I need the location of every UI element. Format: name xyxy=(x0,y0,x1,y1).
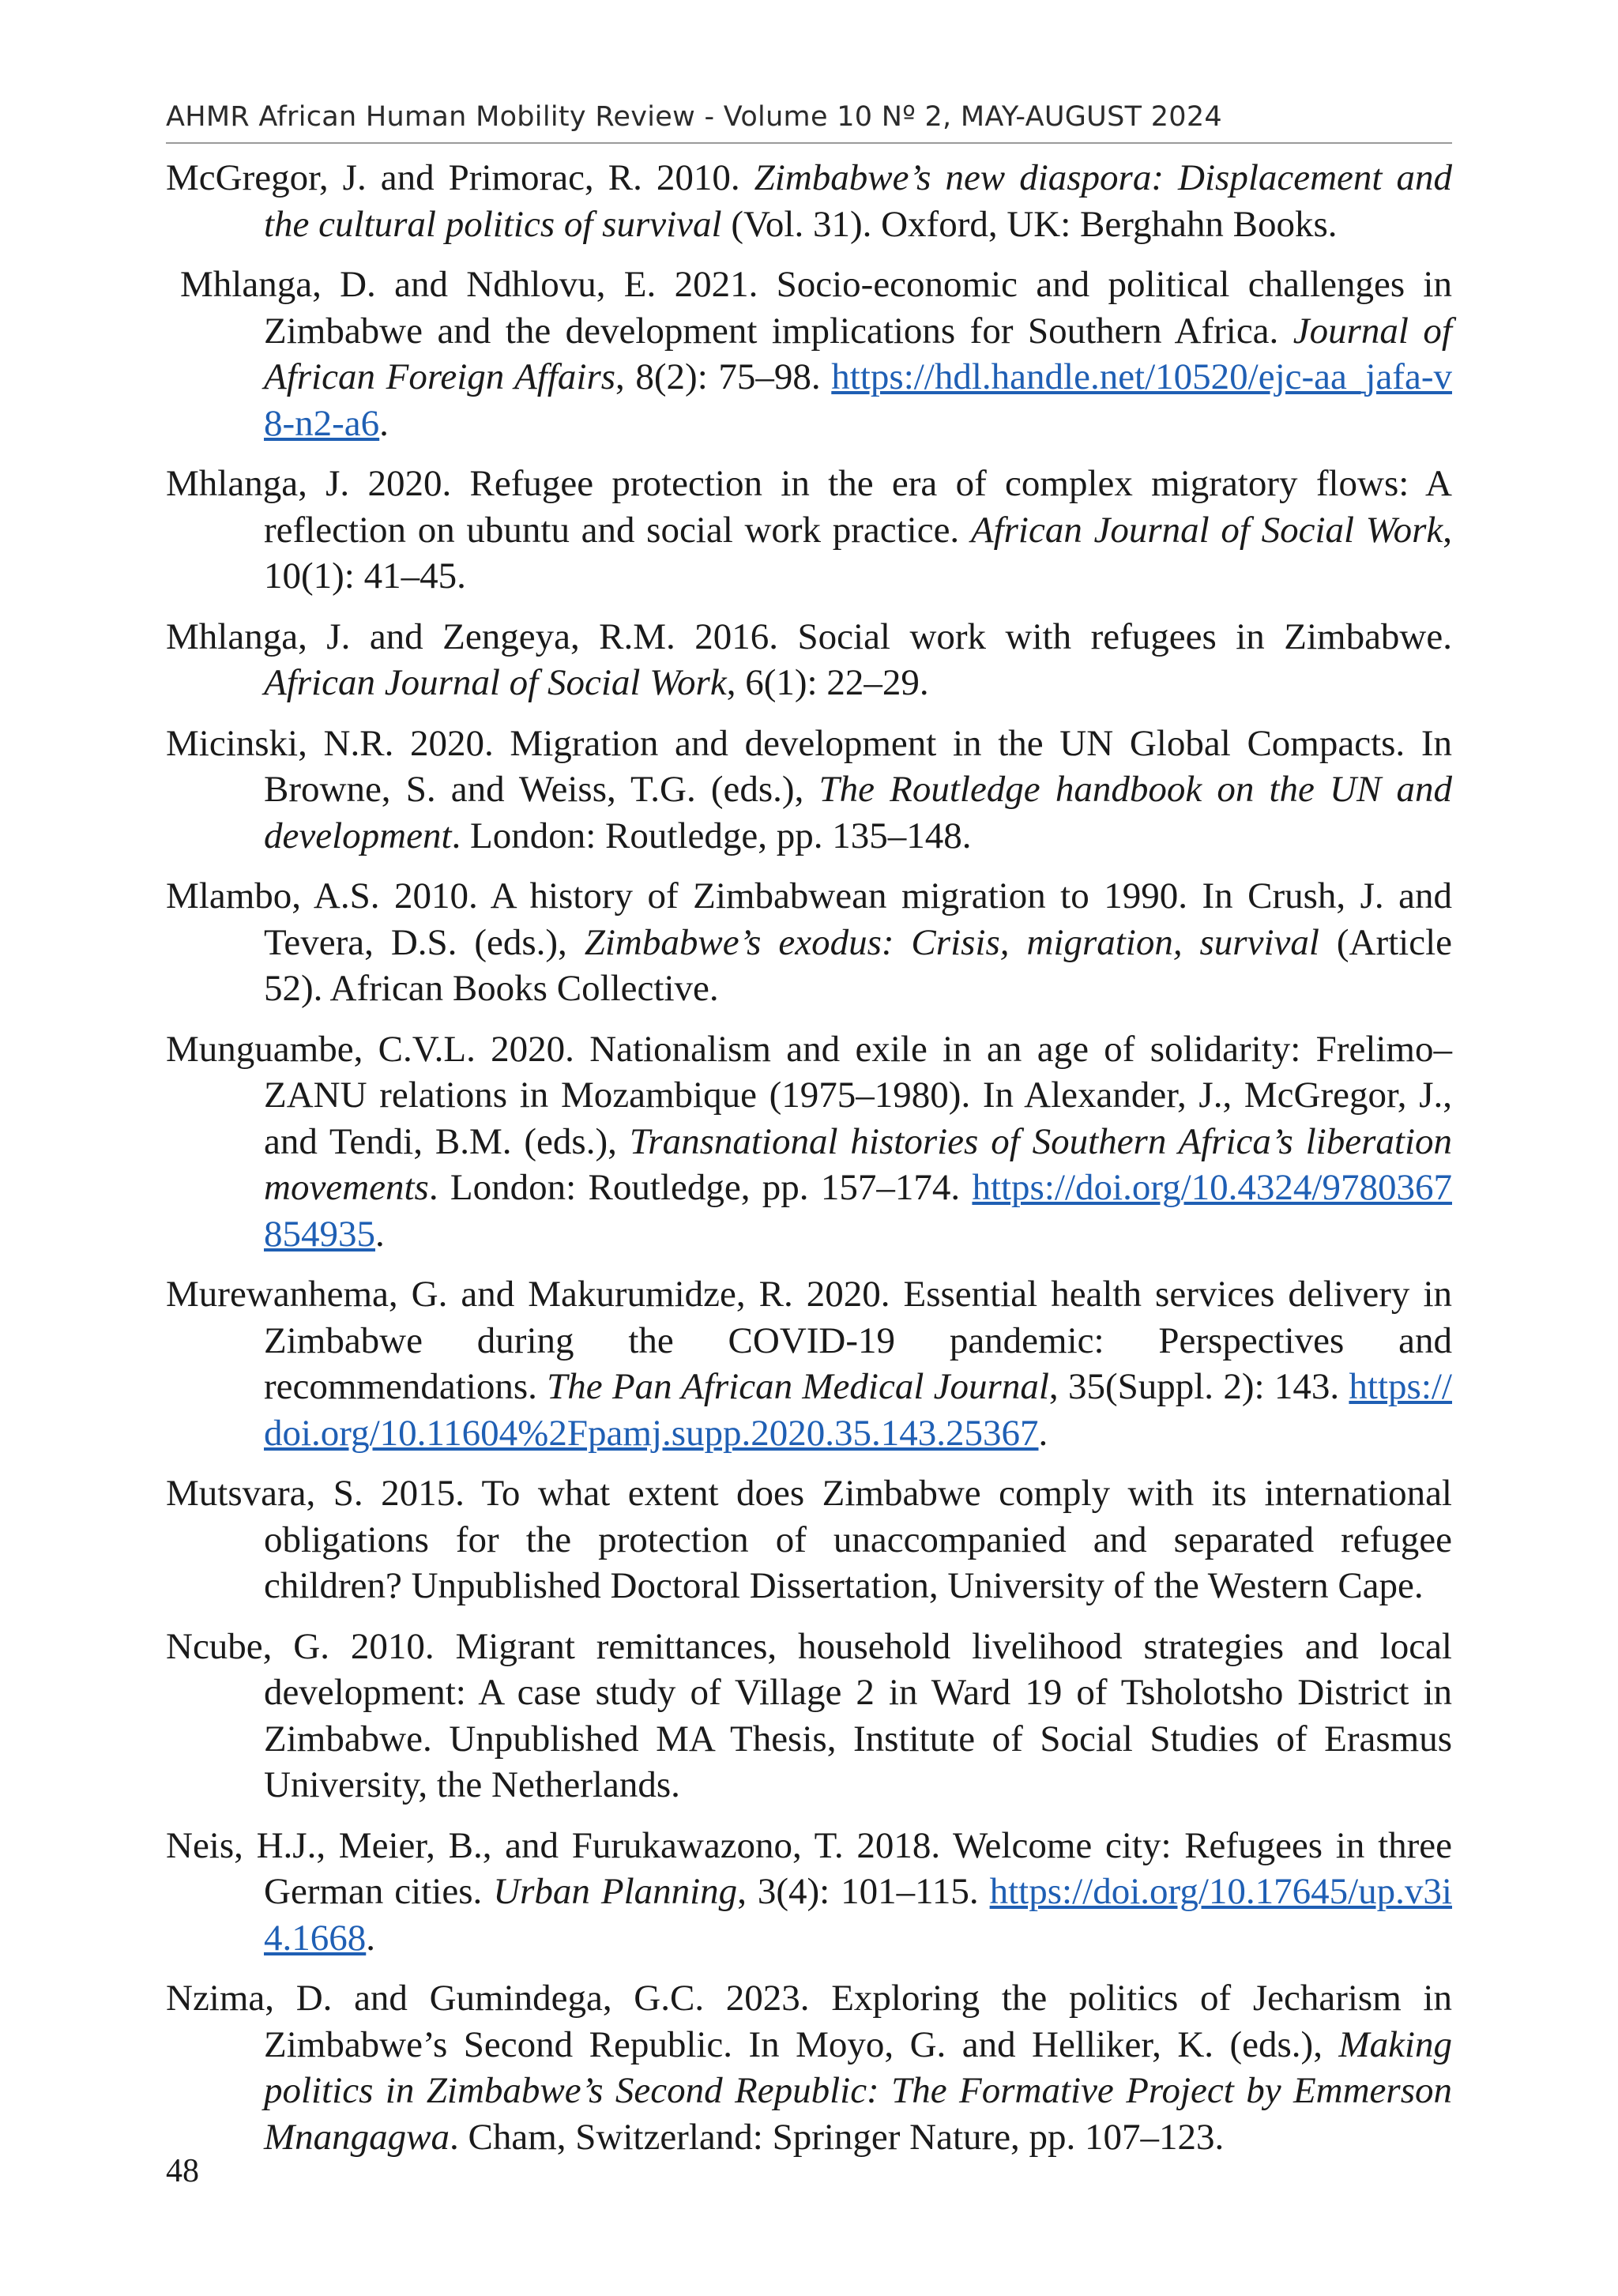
reference-text: Murewanhema, G. and Makurumidze, R. 2020. Essential health services delivery in Zimbabwe during the COVID-19 pandemic: Perspectives and recommendations. xyxy=(166,1274,1452,1407)
reference-text: Mutsvara, S. 2015. To what extent does Zimbabwe comply with its international obligations for the protection of unaccompanied and separated refugee children? Unpublished Doctoral Dissertation, University of the Western Cape. xyxy=(166,1473,1452,1606)
reference-entry xyxy=(166,155,1452,247)
reference-title: African Journal of Social Work xyxy=(264,662,727,703)
reference-entry xyxy=(166,1470,1452,1609)
reference-list xyxy=(166,155,1452,2174)
reference-entry xyxy=(166,873,1452,1012)
reference-title: Zimbabwe’s new diaspora: Displacement and the cultural politics of survival xyxy=(264,157,1453,245)
reference-entry xyxy=(166,1624,1452,1809)
reference-entry xyxy=(166,461,1452,600)
reference-end: . xyxy=(1038,1412,1048,1454)
reference-text: Mhlanga, J. 2020. Refugee protection in the era of complex migratory flows: A reflection on ubuntu and social work practice. xyxy=(166,463,1452,551)
reference-details: . Cham, Switzerland: Springer Nature, pp. 107–123. xyxy=(450,2116,1225,2158)
reference-text: Micinski, N.R. 2020. Migration and development in the UN Global Compacts. In Browne, S. and Weiss, T.G. (eds.), xyxy=(166,722,1452,810)
reference-text: Mhlanga, J. and Zengeya, R.M. 2016. Social work with refugees in Zimbabwe. xyxy=(166,615,1452,657)
reference-title: Zimbabwe’s exodus: Crisis, migration, survival xyxy=(584,921,1319,963)
reference-details: . London: Routledge, pp. 157–174. xyxy=(428,1167,973,1208)
reference-details: , 6(1): 22–29. xyxy=(726,662,929,703)
reference-entry xyxy=(166,1823,1452,1962)
reference-link[interactable]: https://hdl.handle.net/10520/ejc-aa_jafa-v8-n2-a6 xyxy=(264,356,1452,444)
reference-entry xyxy=(166,1975,1452,2160)
reference-title: Making politics in Zimbabwe’s Second Republic: The Formative Project by Emmerson Mnangagwa xyxy=(264,2023,1452,2158)
reference-details: , 35(Suppl. 2): 143. xyxy=(1048,1366,1349,1407)
reference-details: , 8(2): 75–98. xyxy=(615,356,832,397)
reference-details: . London: Routledge, pp. 135–148. xyxy=(451,815,972,856)
reference-details: , 3(4): 101–115. xyxy=(737,1871,990,1912)
reference-link[interactable]: https://doi.org/10.11604%2Fpamj.supp.2020.35.143.25367 xyxy=(264,1366,1452,1454)
reference-link[interactable]: https://doi.org/10.17645/up.v3i4.1668 xyxy=(264,1871,1452,1959)
running-header: AHMR African Human Mobility Review - Volume 10 Nº 2, MAY-AUGUST 2024 xyxy=(166,101,1222,133)
reference-text: Nzima, D. and Gumindega, G.C. 2023. Exploring the politics of Jecharism in Zimbabwe’s Second Republic. In Moyo, G. and Helliker, K. (eds.), xyxy=(166,1978,1452,2065)
reference-entry xyxy=(166,1026,1452,1258)
reference-text: Munguambe, C.V.L. 2020. Nationalism and exile in an age of solidarity: Frelimo–ZANU relations in Mozambique (1975–1980). In Alexander, J., McGregor, J., and Tendi, B.M. (eds.), xyxy=(166,1028,1452,1162)
reference-title: African Journal of Social Work xyxy=(970,509,1443,551)
reference-title: Journal of African Foreign Affairs xyxy=(264,310,1452,397)
reference-text: McGregor, J. and Primorac, R. 2010. xyxy=(166,157,754,198)
reference-end: . xyxy=(366,1917,375,1959)
reference-end: . xyxy=(379,402,389,444)
reference-entry xyxy=(166,1271,1452,1456)
reference-entry xyxy=(180,262,1452,446)
reference-details: (Vol. 31). Oxford, UK: Berghahn Books. xyxy=(721,203,1338,245)
reference-text: Ncube, G. 2010. Migrant remittances, household livelihood strategies and local development: A case study of Village 2 in Ward 19 of Tsholotsho District in Zimbabwe. Unpublished MA Thesis, Institute of Social Studies of Erasmus University, the Netherlands. xyxy=(166,1625,1452,1805)
header-rule xyxy=(166,142,1452,144)
reference-details: , 10(1): 41–45. xyxy=(264,509,1452,597)
reference-entry xyxy=(166,614,1452,706)
reference-text: Neis, H.J., Meier, B., and Furukawazono, T. 2018. Welcome city: Refugees in three German cities. xyxy=(166,1824,1452,1912)
reference-title: The Pan African Medical Journal xyxy=(547,1366,1049,1407)
page-number: 48 xyxy=(166,2153,199,2189)
reference-end: . xyxy=(375,1213,385,1255)
reference-link[interactable]: https://doi.org/10.4324/9780367854935 xyxy=(264,1167,1452,1255)
reference-text: Mlambo, A.S. 2010. A history of Zimbabwean migration to 1990. In Crush, J. and Tevera, D.S. (eds.), xyxy=(166,875,1452,963)
reference-title: Transnational histories of Southern Africa’s liberation movements xyxy=(264,1120,1453,1208)
reference-title: Urban Planning xyxy=(493,1871,738,1912)
reference-details: (Article 52). African Books Collective. xyxy=(264,921,1452,1009)
reference-title: The Routledge handbook on the UN and development xyxy=(264,769,1452,856)
reference-text: Mhlanga, D. and Ndhlovu, E. 2021. Socio-economic and political challenges in Zimbabwe and the development implications for Southern Africa. xyxy=(180,264,1452,352)
reference-entry xyxy=(166,721,1452,860)
